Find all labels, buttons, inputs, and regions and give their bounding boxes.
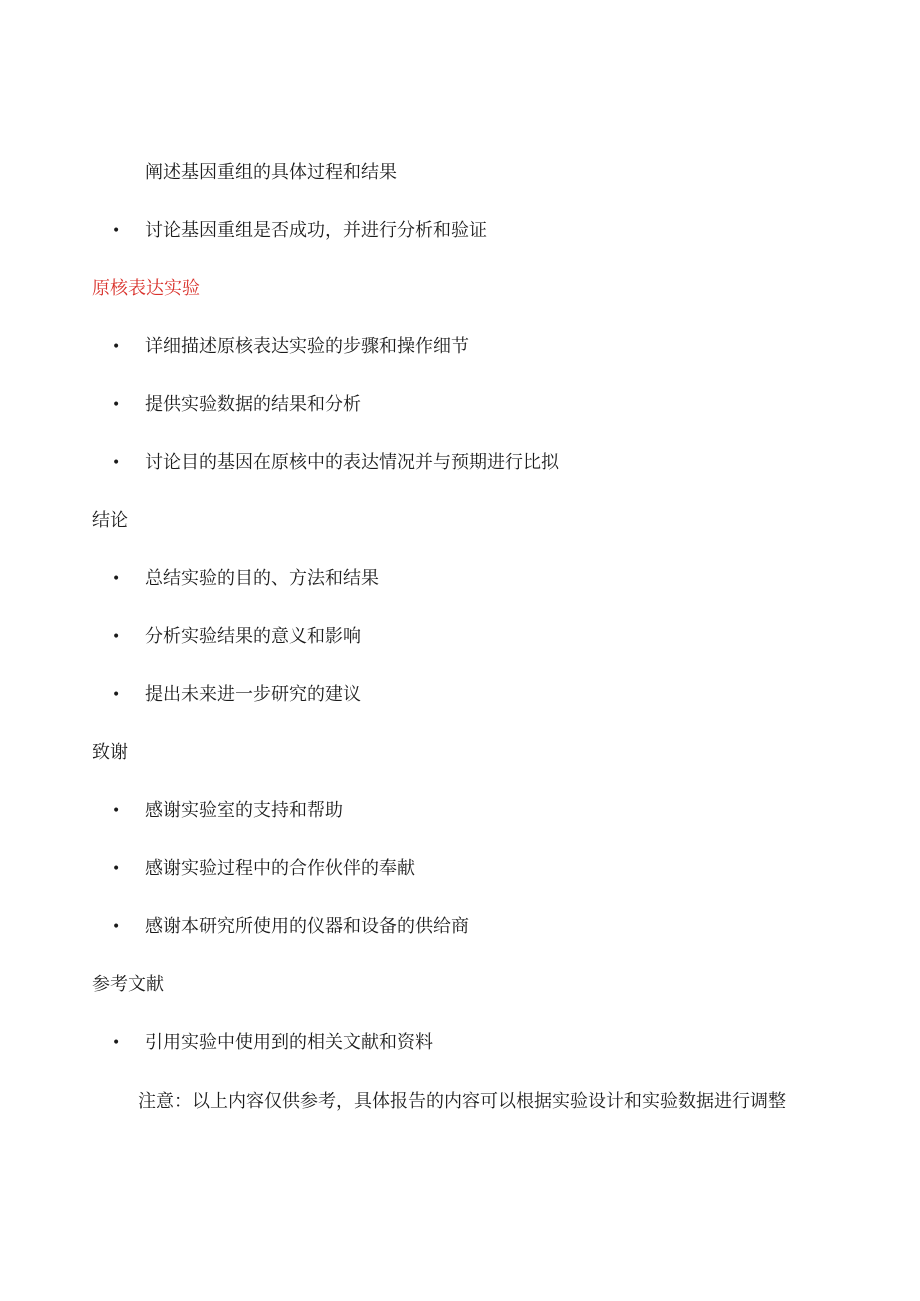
section-heading-references: 参考文献 xyxy=(92,974,164,995)
list-item: 讨论基因重组是否成功，并进行分析和验证 xyxy=(145,220,487,241)
bullet-marker: • xyxy=(112,223,121,239)
list-item: 感谢实验室的支持和帮助 xyxy=(145,800,343,821)
bullet-marker: • xyxy=(112,629,121,645)
section-heading-prokaryotic: 原核表达实验 xyxy=(92,278,200,299)
note-paragraph: 注意：以上内容仅供参考，具体报告的内容可以根据实验设计和实验数据进行调整 xyxy=(138,1091,786,1112)
section-heading-conclusion: 结论 xyxy=(92,510,128,531)
list-item: 提出未来进一步研究的建议 xyxy=(145,684,361,705)
bullet-marker: • xyxy=(112,571,121,587)
bullet-marker: • xyxy=(112,397,121,413)
list-item: 详细描述原核表达实验的步骤和操作细节 xyxy=(145,336,469,357)
bullet-marker: • xyxy=(112,803,121,819)
bullet-marker: • xyxy=(112,861,121,877)
list-item: 分析实验结果的意义和影响 xyxy=(145,626,361,647)
bullet-marker: • xyxy=(112,687,121,703)
list-item: 感谢实验过程中的合作伙伴的奉献 xyxy=(145,858,415,879)
section-heading-thanks: 致谢 xyxy=(92,742,128,763)
bullet-marker: • xyxy=(112,455,121,471)
list-item: 引用实验中使用到的相关文献和资料 xyxy=(145,1032,433,1053)
list-item: 感谢本研究所使用的仪器和设备的供给商 xyxy=(145,916,469,937)
bullet-marker: • xyxy=(112,1035,121,1051)
list-item: 讨论目的基因在原核中的表达情况并与预期进行比拟 xyxy=(145,452,559,473)
bullet-marker: • xyxy=(112,339,121,355)
list-item: 提供实验数据的结果和分析 xyxy=(145,394,361,415)
list-item: 总结实验的目的、方法和结果 xyxy=(145,568,379,589)
paragraph-gene-recombination: 阐述基因重组的具体过程和结果 xyxy=(145,162,397,183)
bullet-marker: • xyxy=(112,919,121,935)
